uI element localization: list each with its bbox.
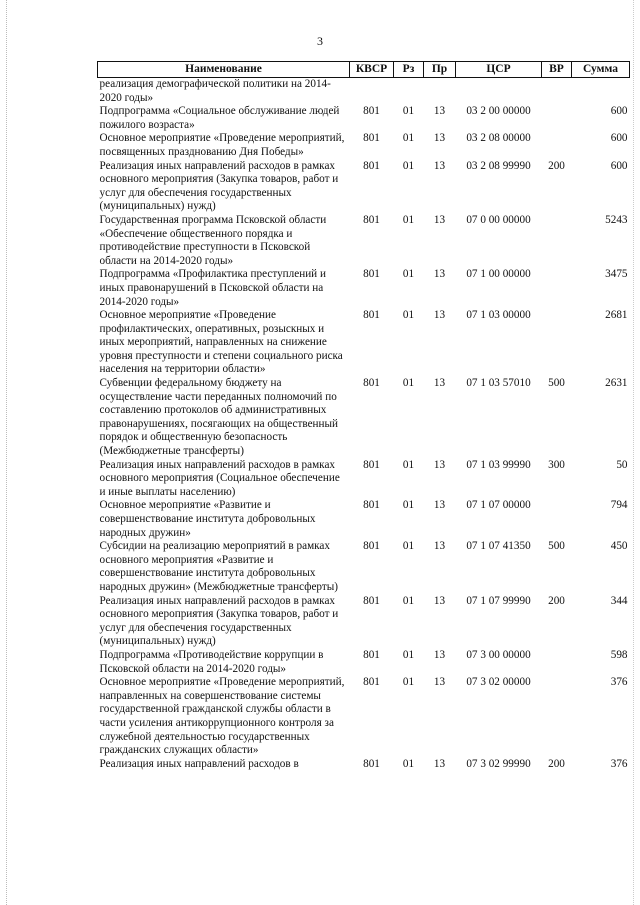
cell-name: Подпрограмма «Социальное обслуживание людей пожилого возраста» — [99, 105, 340, 131]
budget-table — [97, 61, 630, 771]
cell-pr: 13 — [433, 105, 446, 118]
cell-pr: 13 — [433, 757, 446, 770]
cell-csr: 07 3 02 99990 — [466, 757, 531, 770]
cell-rz: 01 — [402, 594, 415, 607]
cell-kvsr: 801 — [363, 540, 380, 553]
cell-kvsr: 801 — [363, 648, 380, 661]
cell-kvsr: 801 — [363, 499, 380, 512]
cell-csr: 07 1 03 57010 — [466, 377, 531, 390]
cell-vr — [542, 105, 572, 132]
cell-name: Реализация иных направлений расходов в рамках основного мероприятия (Социальное обеспечение и иные выплаты населению) — [99, 458, 340, 498]
cell-pr: 13 — [433, 213, 446, 226]
cell-csr: 07 3 00 00000 — [466, 648, 531, 661]
cell-kvsr: 801 — [363, 132, 380, 145]
cell-kvsr: 801 — [363, 213, 380, 226]
table-row — [98, 758, 630, 772]
cell-pr: 13 — [433, 676, 446, 689]
table-row — [98, 268, 630, 309]
cell-csr: 07 1 03 00000 — [466, 309, 531, 322]
cell-sum: 794 — [610, 499, 628, 512]
cell-name: Реализация иных направлений расходов в рамках основного мероприятия (Закупка товаров, работ и услуг для обеспечения государственных (муниципальных) нужд) — [99, 159, 339, 213]
cell-rz: 01 — [402, 132, 415, 145]
cell-csr: 07 1 07 00000 — [466, 499, 531, 512]
cell-csr: 07 1 07 99990 — [466, 594, 531, 607]
cell-kvsr: 801 — [363, 676, 380, 689]
header-sum: Сумма — [572, 62, 630, 78]
cell-pr: 13 — [433, 540, 446, 553]
table-row — [98, 160, 630, 214]
cell-rz — [394, 78, 424, 106]
cell-csr: 07 1 07 41350 — [466, 540, 531, 553]
header-vr: ВР — [542, 62, 572, 78]
header-kvsr: КВСР — [350, 62, 394, 78]
table-row — [98, 105, 630, 132]
cell-pr: 13 — [433, 648, 446, 661]
cell-csr — [456, 78, 542, 106]
cell-csr: 07 1 03 99990 — [466, 458, 531, 471]
cell-vr — [542, 268, 572, 309]
cell-kvsr: 801 — [363, 757, 380, 770]
cell-sum: 2631 — [605, 377, 628, 390]
cell-vr — [542, 649, 572, 676]
cell-csr: 03 2 00 00000 — [466, 105, 531, 118]
cell-rz: 01 — [402, 757, 415, 770]
cell-name: Реализация иных направлений расходов в — [99, 757, 299, 770]
cell-kvsr: 801 — [363, 159, 380, 172]
cell-pr: 13 — [433, 458, 446, 471]
table-row — [98, 540, 630, 594]
cell-name: Субвенции федеральному бюджету на осуществление части переданных полномочий по составлению протоколов об административных правонарушениях, посягающих на общественный порядок и общественную безопасность (Межбюджетные трансферты) — [99, 377, 339, 458]
cell-csr: 07 1 00 00000 — [466, 268, 531, 281]
cell-rz: 01 — [402, 499, 415, 512]
table-row — [98, 459, 630, 500]
cell-name: Государственная программа Псковской области «Обеспечение общественного порядка и противодействие преступности в Псковской области на 2014-2020 годы» — [99, 213, 327, 267]
cell-pr: 13 — [433, 499, 446, 512]
table-row — [98, 132, 630, 159]
cell-vr: 200 — [548, 594, 565, 607]
cell-kvsr — [350, 78, 394, 106]
cell-rz: 01 — [402, 268, 415, 281]
table-row — [98, 676, 630, 758]
table-header — [98, 62, 630, 78]
cell-vr: 200 — [548, 757, 565, 770]
cell-sum: 600 — [610, 132, 628, 145]
cell-sum: 3475 — [605, 268, 628, 281]
cell-kvsr: 801 — [363, 105, 380, 118]
cell-name: Субсидии на реализацию мероприятий в рамках основного мероприятия «Развитие и совершенствование института добровольных народных дружин» (Межбюджетные трансферты) — [99, 540, 338, 593]
header-row — [98, 62, 630, 78]
scan-edge-left — [6, 0, 8, 905]
table-row — [98, 377, 630, 459]
cell-vr — [542, 309, 572, 377]
header-pr: Пр — [424, 62, 456, 78]
cell-rz: 01 — [402, 377, 415, 390]
cell-vr — [542, 132, 572, 159]
table-row — [98, 499, 630, 540]
cell-kvsr: 801 — [363, 458, 380, 471]
cell-name: Основное мероприятие «Проведение мероприятий, направленных на совершенствование системы государственной гражданской службы области в части усиления антикоррупционного контроля за служебной деятельностью государственных гражданских служащих области» — [99, 676, 345, 757]
table-row — [98, 649, 630, 676]
table-row — [98, 78, 630, 106]
cell-csr: 07 0 00 00000 — [466, 213, 531, 226]
cell-csr: 03 2 08 00000 — [466, 132, 531, 145]
cell-vr — [542, 499, 572, 540]
cell-vr: 200 — [548, 159, 565, 172]
scan-edge-right — [633, 0, 635, 905]
cell-sum: 450 — [610, 540, 628, 553]
table-body — [98, 78, 630, 772]
cell-sum: 376 — [610, 676, 628, 689]
cell-vr — [542, 676, 572, 758]
cell-vr — [542, 214, 572, 268]
cell-csr: 03 2 08 99990 — [466, 159, 531, 172]
cell-sum: 2681 — [605, 309, 628, 322]
header-rz: Рз — [394, 62, 424, 78]
header-name: Наименование — [98, 62, 350, 78]
cell-name: реализация демографической политики на 2014-2020 годы» — [99, 78, 331, 104]
cell-sum: 50 — [616, 458, 628, 471]
cell-kvsr: 801 — [363, 594, 380, 607]
cell-sum: 600 — [610, 159, 628, 172]
cell-rz: 01 — [402, 105, 415, 118]
cell-pr: 13 — [433, 268, 446, 281]
cell-kvsr: 801 — [363, 268, 380, 281]
cell-sum: 5243 — [605, 213, 628, 226]
cell-rz: 01 — [402, 213, 415, 226]
cell-kvsr: 801 — [363, 377, 380, 390]
cell-pr: 13 — [433, 132, 446, 145]
cell-vr: 500 — [548, 540, 565, 553]
cell-kvsr: 801 — [363, 309, 380, 322]
cell-name: Подпрограмма «Профилактика преступлений и иных правонарушений в Псковской области на 2014-2020 годы» — [99, 268, 326, 308]
table-row — [98, 214, 630, 268]
header-csr: ЦСР — [456, 62, 542, 78]
cell-sum: 376 — [610, 757, 628, 770]
cell-rz: 01 — [402, 309, 415, 322]
cell-rz: 01 — [402, 159, 415, 172]
cell-vr: 300 — [548, 458, 565, 471]
cell-rz: 01 — [402, 540, 415, 553]
cell-rz: 01 — [402, 458, 415, 471]
cell-sum: 598 — [610, 648, 628, 661]
cell-csr: 07 3 02 00000 — [466, 676, 531, 689]
cell-rz: 01 — [402, 676, 415, 689]
page-number: 3 — [317, 34, 323, 48]
cell-pr: 13 — [433, 594, 446, 607]
cell-vr: 500 — [548, 377, 565, 390]
cell-pr: 13 — [433, 309, 446, 322]
table-row — [98, 595, 630, 649]
cell-name: Подпрограмма «Противодействие коррупции в Псковской области на 2014-2020 годы» — [99, 648, 324, 675]
cell-sum: 344 — [610, 594, 628, 607]
cell-pr: 13 — [433, 159, 446, 172]
cell-pr — [424, 78, 456, 106]
cell-name: Основное мероприятие «Развитие и совершенствование института добровольных народных дружин» — [99, 499, 316, 539]
cell-rz: 01 — [402, 648, 415, 661]
cell-pr: 13 — [433, 377, 446, 390]
table-row — [98, 309, 630, 377]
cell-name: Реализация иных направлений расходов в рамках основного мероприятия (Закупка товаров, работ и услуг для обеспечения государственных (муниципальных) нужд) — [99, 594, 339, 648]
cell-vr — [542, 78, 572, 106]
cell-name: Основное мероприятие «Проведение профилактических, оперативных, розыскных и иных мероприятий, направленных на снижение уровня преступности и степени социального риска населения на территории области» — [99, 309, 343, 376]
cell-name: Основное мероприятие «Проведение мероприятий, посвященных празднованию Дня Победы» — [99, 132, 345, 158]
cell-sum: 600 — [610, 105, 628, 118]
cell-sum — [572, 78, 630, 106]
